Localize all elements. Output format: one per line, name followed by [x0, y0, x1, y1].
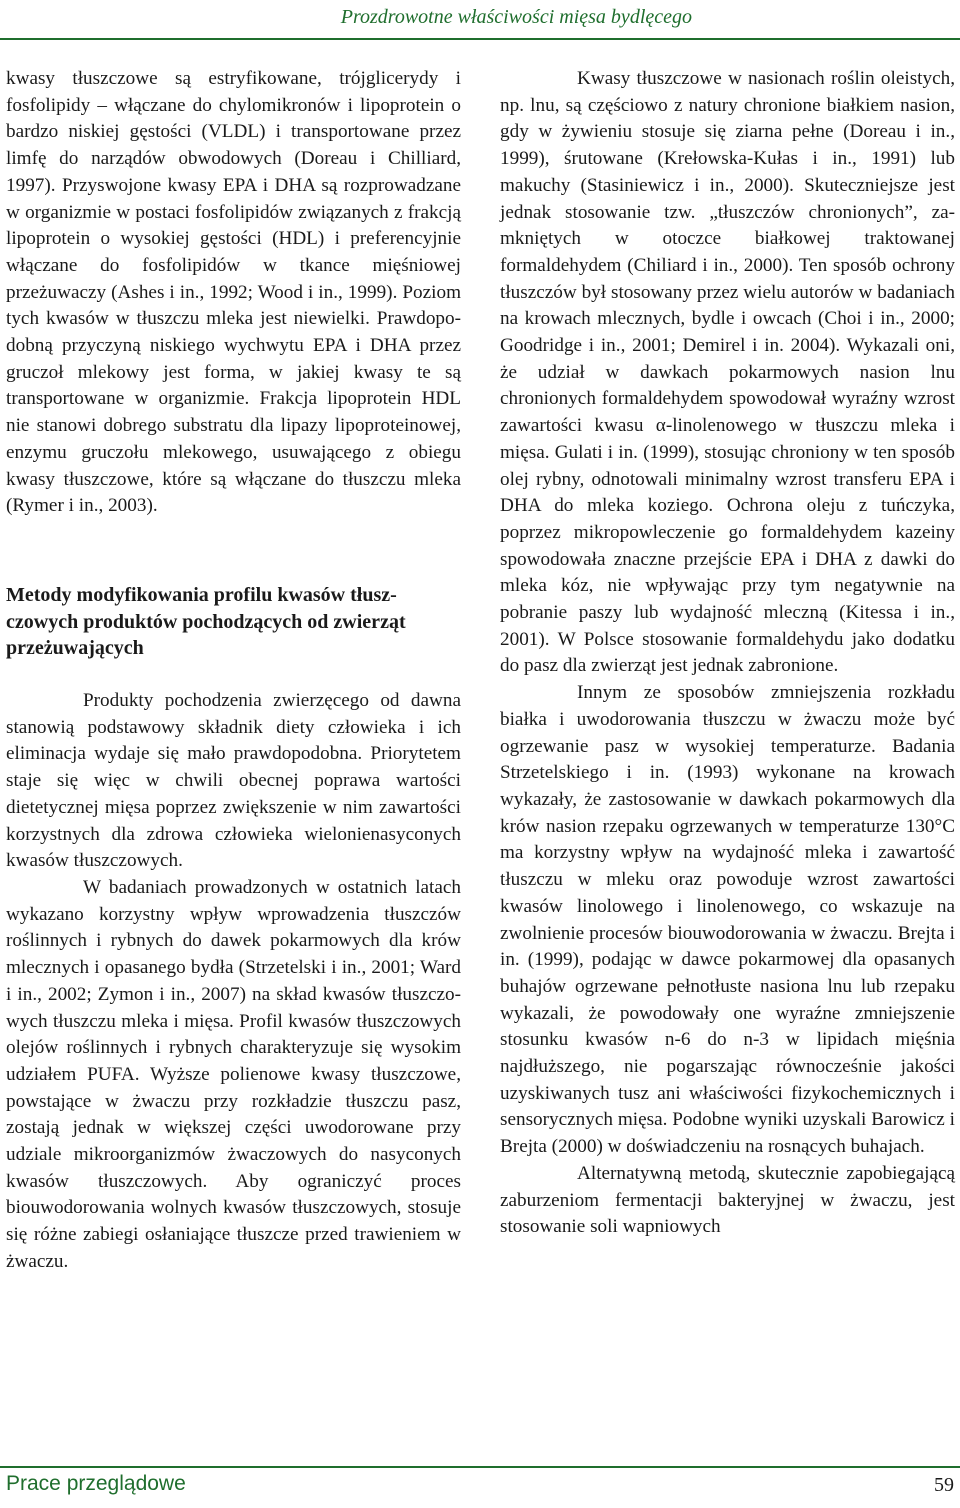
header-rule — [0, 38, 960, 40]
left-paragraph-1: kwasy tłuszczowe są estryfikowane, trójglicerydy i fosfolipidy – włączane do chylomikronów i lipoprotein o bardzo niskiej gęstości (VLDL) i transportowane przez limfę do narządów obwodowych (Doreau i Chilliard, 1997). Przyswojone kwasy EPA i DHA są rozprowadzane w organizmie w postaci fosfolipidów związanych z frakcją lipoprotein o wysokiej gęstości (HDL) i preferencyjnie włączane do fosfolipidów w tkance mięśniowej przeżuwaczy (Ashes i in., 1992; Wood i in., 1999). Poziom tych kwasów w tłuszczu mleka jest niewielki. Prawdopodobną przyczyną niskiego wychwytu EPA i DHA przez gruczoł mlekowy jest forma, w jakiej kwasy te są transportowane w organizmie. Frakcja lipoprotein HDL nie stanowi dobrego substratu dla lipazy lipoproteinowej, enzymu gruczołu mlekowego, usuwającego z obiegu kwasy tłuszczowe, które są włączane do tłuszczu mleka (Rymer i in., 2003). — [6, 68, 461, 517]
right-paragraph-1: Kwasy tłuszczowe w nasionach roślin oleistych, np. lnu, są częściowo z natury chronione białkiem nasion, gdy w żywieniu stosuje się ziarna pełne (Doreau i in., 1999), śrutowane (Krełowska-Kułas i in., 1991) lub makuchy (Stasiniewicz i in., 2000). Skuteczniejsze jest jednak stosowanie tzw. „tłuszczów chronionych”, zamkniętych w otoczce białkowej traktowanej formaldehydem (Chiliard i in., 2000). Ten sposób ochrony tłuszczów był stosowany przez wielu autorów w badaniach na krowach mlecznych, bydle i owcach (Choi i in., 2000; Goodridge i in., 2001; Demirel i in. 2004). Wykazali oni, że udział w dawkach pokarmowych nasion lnu chronionych formaldehydem spowodował wyraźny wzrost zawartości kwasu α-linolenowego w tłuszczu mleka i mięsa. Gulati i in. (1999), stosując chroniony w ten sposób olej rybny, odnotowali minimalny wzrost transferu EPA i DHA do mleka koziego. Ochrona oleju z tuńczyka, poprzez mikropowleczenie go formaldehydem kazeiny spowodowała znaczne przejście EPA i DHA z dawki do mleka kóz, nie wpływając przy tym negatywnie na pobranie paszy lub wydajność mleczną (Kitessa i in., 2001). W Polsce stosowanie formaldehydu jako dodatku do pasz dla zwierząt jest jednak zabronione. — [500, 68, 955, 677]
left-column — [6, 66, 461, 1276]
right-paragraph-2: Innym ze sposobów zmniejszenia rozkładu białka i uwodorowania tłuszczu w żwaczu może być ogrzewanie pasz w wysokiej temperaturze. Badania Strzetelskiego i in. (1993) wykonane na krowach wykazały, że zastosowanie w dawkach pokarmowych dla krów nasion rzepaku ogrzewanych w temperaturze 130°C ma korzystny wpływ na wydajność mleka i zawartość tłuszczu w mleku oraz powoduje wzrost zawartości kwasów linolowego i linolenowego, co wskazuje na zwolnienie procesów biouwodorowania w żwaczu. Brejta i in. (1999), podając w dawce pokarmowej dla opasanych buhajów ogrzewane pełnotłuste nasiona lnu lub rzepaku wykazali, że powodowały one wyraźne zmniejszenie stosunku kwasów n-6 do n-3 w lipidach mięśnia najdłuższego, nie pogarszając równocześnie jakości uzyskiwanych tusz ani właściwości fizykochemicznych i sensorycznych mięsa. Podobne wyniki uzyskali Barowicz i Brejta (2000) w doświadczeniu na rosnących buhajach. — [500, 682, 955, 1158]
left-paragraph-2: Produkty pochodzenia zwierzęcego od dawna stanowią podstawowy składnik diety człowieka i ich eliminacja wydaje się mało prawdopodobna. Priorytetem staje się więc w chwili obecnej poprawa wartości dietetycznej mięsa poprzez zwiększenie w nim zawartości korzystnych dla zdrowa człowieka wielonienasyconych kwasów tłuszczowych. — [6, 690, 461, 872]
right-column — [500, 66, 955, 1241]
footer-section-label: Prace przeglądowe — [6, 1472, 186, 1495]
right-paragraph-3: Alternatywną metodą, skutecznie zapobiegającą zaburzeniom fermentacji bakteryjnej w żwaczu, jest stosowanie soli wapniowych — [500, 1162, 955, 1238]
section-heading: Metody modyfikowania profilu kwasów tłuszczowych produktów pochodzących od zwierząt przeżuwających — [6, 583, 406, 660]
footer-rule — [0, 1466, 960, 1468]
running-title: Prozdrowotne właściwości mięsa bydlęcego — [340, 6, 692, 28]
left-paragraph-3: W badaniach prowadzonych w ostatnich latach wykazano korzystny wpływ wprowadzenia tłuszczów roślinnych i rybnych do dawek pokarmowych dla krów mlecznych i opasanego bydła (Strzetelski i in., 2001; Ward i in., 2002; Zymon i in., 2007) na skład kwasów tłuszczowych tłuszczu mleka i mięsa. Profil kwasów tłuszczowych olejów roślinnych i rybnych charakteryzuje się wysokim udziałem PUFA. Wyższe polienowe kwasy tłuszczowe, powstające w żwaczu przy rozkładzie tłuszczu pasz, zostają jednak w większej części uwodorowane przy udziale mikroorganizmów żwaczowych do nasyconych kwasów tłuszczowych. Aby ograniczyć proces biouwodorowania wolnych kwasów tłuszczowych, stosuje się różne zabiegi osłaniające tłuszcze przed trawieniem w żwaczu. — [6, 876, 461, 1272]
page-number: 59 — [934, 1474, 954, 1496]
